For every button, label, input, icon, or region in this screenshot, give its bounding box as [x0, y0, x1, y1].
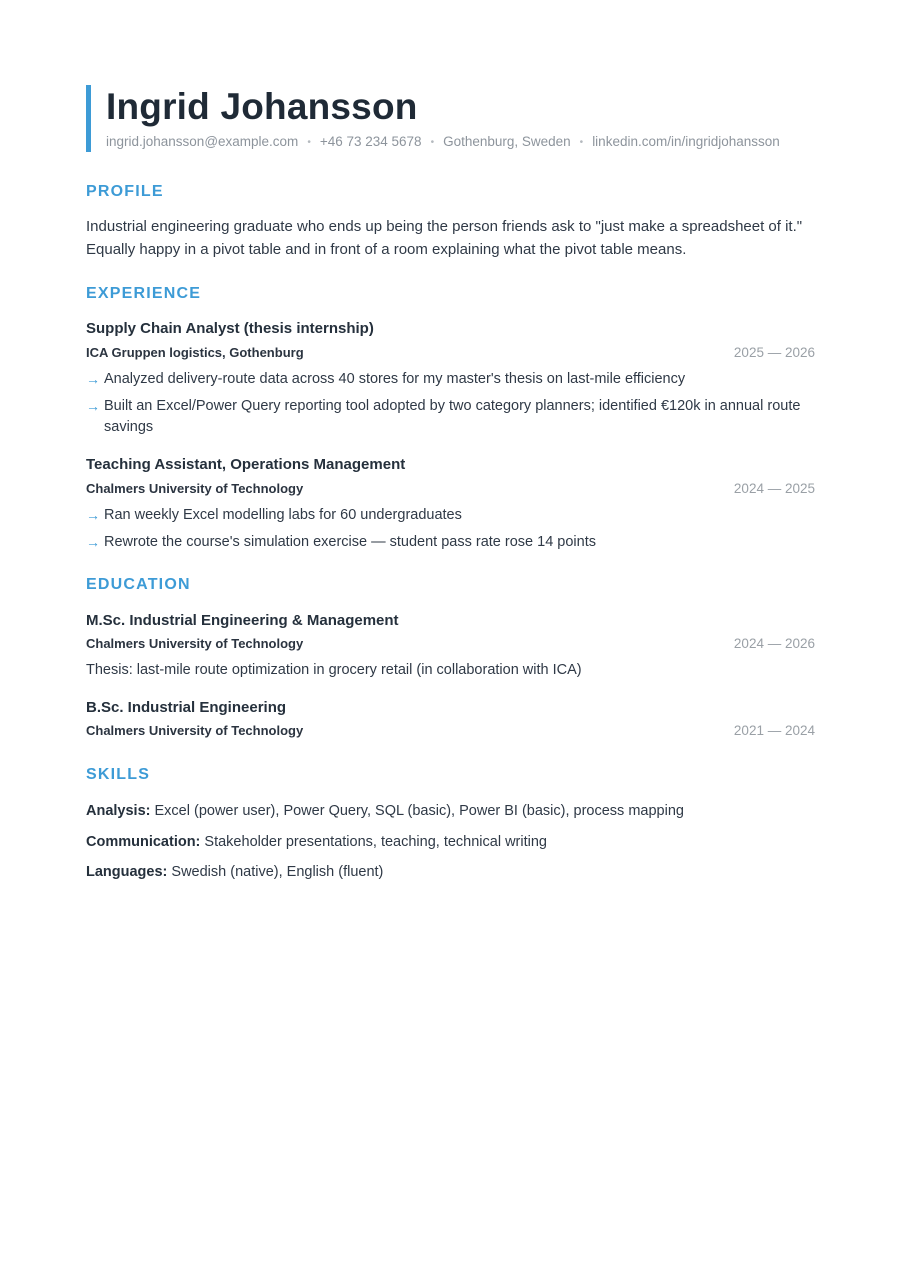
degree-title: B.Sc. Industrial Engineering: [86, 699, 287, 716]
contact-linkedin[interactable]: linkedin.com/in/ingridjohansson: [592, 134, 780, 149]
arrow-bullet-icon: →: [86, 534, 100, 550]
arrow-bullet-icon: →: [86, 398, 100, 414]
candidate-name: Ingrid Johansson: [106, 86, 418, 127]
job-org-row: [86, 345, 815, 361]
job-role: Teaching Assistant, Operations Management: [86, 456, 406, 473]
job-role: Supply Chain Analyst (thesis internship): [86, 320, 374, 337]
contact-phone[interactable]: +46 73 234 5678: [319, 134, 422, 149]
resume-header: [86, 85, 815, 152]
job-dates: 2025 — 2026: [733, 345, 815, 360]
job-org-row: [86, 481, 815, 497]
job-bullet: [86, 532, 815, 553]
section-title-experience: EXPERIENCE: [86, 285, 202, 302]
skill-label: Analysis:: [86, 803, 151, 819]
skill-label: Languages:: [86, 864, 168, 880]
bullet-text: Analyzed delivery-route data across 40 stores for my master's thesis on last-mile efficiency: [104, 371, 686, 387]
degree-school-row: [86, 723, 815, 739]
skill-line: [86, 862, 383, 882]
job-dates: 2024 — 2025: [733, 481, 815, 496]
contact-separator: •: [430, 137, 435, 148]
skill-label: Communication:: [86, 834, 201, 850]
contact-separator: •: [307, 137, 311, 148]
skill-value: Excel (power user), Power Query, SQL (basic), Power BI (basic), process mapping: [154, 803, 684, 819]
degree-dates: 2021 — 2024: [733, 723, 815, 738]
degree-school: Chalmers University of Technology: [86, 723, 304, 738]
degree-dates: 2024 — 2026: [733, 636, 815, 651]
contact-email[interactable]: ingrid.johansson@example.com: [106, 134, 299, 149]
degree-title: M.Sc. Industrial Engineering & Management: [86, 612, 399, 629]
arrow-bullet-icon: →: [86, 507, 100, 523]
degree-thesis-note: Thesis: last-mile route optimization in grocery retail (in collaboration with ICA): [86, 662, 582, 678]
header-accent-bar: [86, 85, 91, 152]
section-title-education: EDUCATION: [86, 576, 191, 593]
skill-value: Swedish (native), English (fluent): [171, 864, 384, 880]
contact-separator: •: [579, 137, 584, 148]
degree-school: Chalmers University of Technology: [86, 636, 304, 651]
profile-summary: Industrial engineering graduate who ends up being the person friends ask to "just make a spreadsheet of it." Equally happy in a pivot table and in front of a room explaining what the pivot table means.: [86, 218, 803, 258]
bullet-text: Built an Excel/Power Query reporting tool adopted by two category planners; identified €120k in annual route savings: [104, 398, 801, 435]
section-title-skills: SKILLS: [86, 766, 151, 783]
bullet-text: Rewrote the course's simulation exercise — student pass rate rose 14 points: [104, 534, 596, 550]
skill-line: [86, 801, 684, 821]
job-bullet: [86, 369, 815, 390]
job-bullet: [86, 505, 815, 526]
job-bullet: [86, 396, 815, 438]
job-organization: ICA Gruppen logistics, Gothenburg: [86, 345, 304, 360]
contact-line: [106, 134, 780, 151]
job-organization: Chalmers University of Technology: [86, 481, 304, 496]
skill-line: [86, 832, 547, 852]
section-title-profile: PROFILE: [86, 183, 164, 200]
bullet-text: Ran weekly Excel modelling labs for 60 undergraduates: [104, 507, 462, 523]
degree-school-row: [86, 636, 815, 652]
skill-value: Stakeholder presentations, teaching, technical writing: [204, 834, 547, 850]
arrow-bullet-icon: →: [86, 371, 100, 387]
contact-location: Gothenburg, Sweden: [443, 134, 571, 149]
